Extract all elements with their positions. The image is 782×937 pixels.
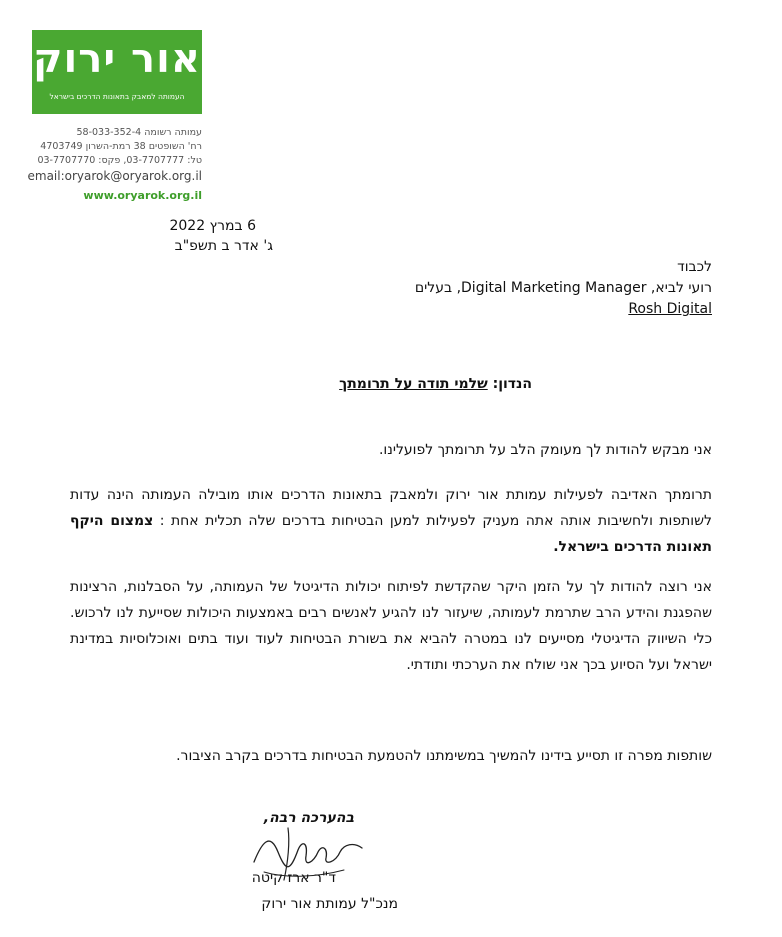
paragraph-contribution-text: תרומתך האדיבה לפעילות עמותת אור ירוק ולמאבק בתאונות הדרכים אותו מובילה העמותה הינה עדות לשותפות ולחשיבות אותה אתה מעניק לפעילות למען הבטיחות בדרכים שלה תכלית אחת : [70, 487, 712, 529]
recipient-company [628, 301, 712, 317]
logo-tagline: העמותה למאבק בתאונות הדרכים בישראל [49, 92, 185, 101]
subject-line [339, 376, 532, 392]
subject-text: שלמי תודה על תרומתך [339, 376, 488, 392]
paragraph-digital: אני רוצה להודות לך על הזמן היקר שהקדשת לפיתוח יכולות הדיגיטל של העמותה, על הסבלנות, הרצינות שהפגנת והידע הרב שתרמת לעמותה, שיעזור לנו להגיע לאנשים רבים באמצעות היכולות שסייעת לנו לרכוש. כלי השיווק הדיגיטלי מסייעים לנו במטרה להביא את בשורת הבטיחות לעוד ועוד בתים ואוכלוסיות במדינת ישראל ועל הסיוע בכך אני שולח את הערכתי ותודתי. [70, 579, 712, 673]
paragraph-contribution [70, 482, 712, 560]
contact-registration: עמותה רשומה 58-033-352-4 [76, 127, 202, 138]
date-hebrew: ג' אדר ב תשפ"ב [174, 238, 273, 254]
logo-name: אור ירוק [33, 36, 201, 82]
contact-email[interactable]: email:oryarok@oryarok.org.il [27, 169, 202, 183]
signer-name: ד"ר ארז קיטה [251, 870, 336, 886]
organization-logo [32, 30, 202, 114]
contact-website-link[interactable]: www.oryarok.org.il [83, 189, 202, 202]
closing-regards: בהערכה רבה, [263, 810, 354, 826]
contact-address: רח' השופטים 38 רמת-השרון 4703749 [40, 141, 202, 152]
paragraph-contribution-goal: צמצום היקף תאונות הדרכים בישראל. [70, 513, 712, 555]
subject-label: הנדון: [492, 376, 532, 392]
paragraph-partnership: שותפות מפרה זו תסייע בידינו להמשיך במשימתנו להטמעת הבטיחות בדרכים בקרב הציבור. [176, 748, 712, 764]
salutation: לכבוד [677, 259, 712, 275]
signer-title: מנכ"ל עמותת אור ירוק [261, 896, 398, 912]
paragraph-thanks: אני מבקש להודות לך מעומק הלב על תרומתך לפועלינו. [378, 442, 712, 458]
date-gregorian: 6 במרץ 2022 [169, 218, 256, 234]
contact-phone-fax: טל: 03-7707777, פקס: 03-7707770 [37, 155, 202, 166]
recipient-company-name: Rosh Digital [628, 301, 712, 317]
recipient-name: רועי לביא, Digital Marketing Manager, בעלים [414, 280, 712, 296]
